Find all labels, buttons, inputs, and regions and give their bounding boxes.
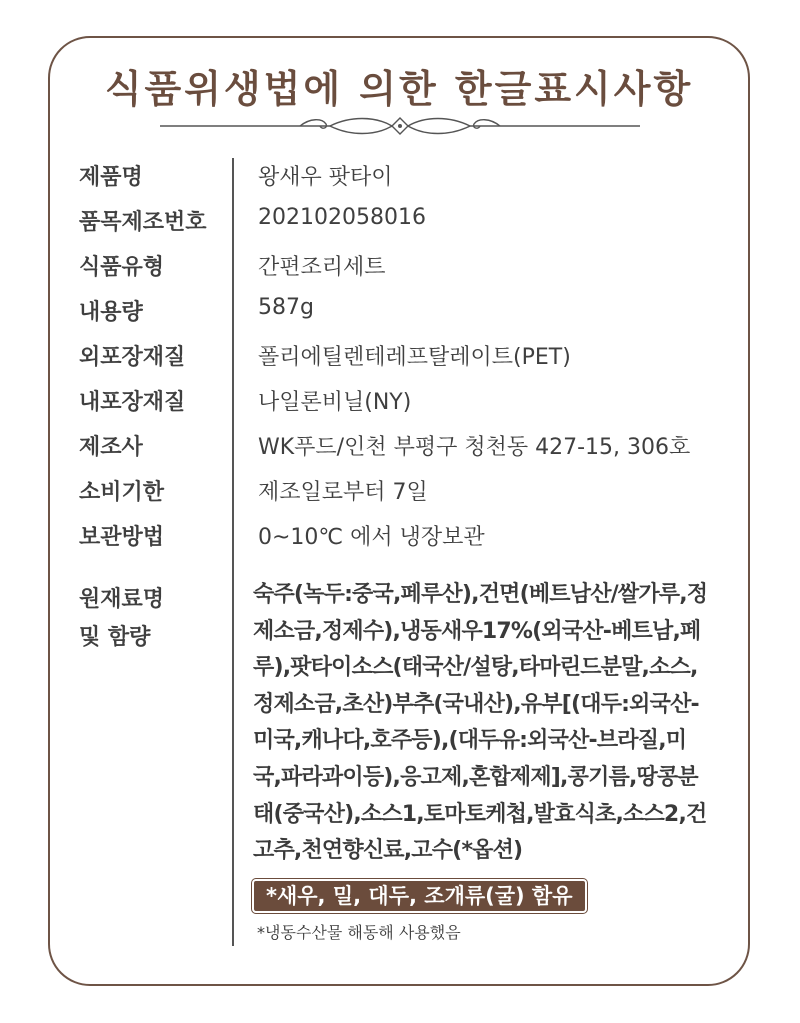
value-item-number: 202102058016 xyxy=(258,205,426,230)
label-expiry: 소비기한 xyxy=(79,480,165,505)
ingredients-line: 태(중국산),소스1,토마토케첩,발효식초,소스2,건 xyxy=(253,801,707,827)
ingredients-list xyxy=(253,577,738,870)
label-ingredients-line2: 및 함량 xyxy=(79,625,151,650)
label-storage: 보관방법 xyxy=(79,525,165,550)
allergen-badge: *새우, 밀, 대두, 조개류(굴) 함유 xyxy=(252,879,587,913)
ornament-divider-icon xyxy=(160,112,640,140)
value-storage: 0~10℃ 에서 냉장보관 xyxy=(258,525,485,550)
ingredients-line: 정제소금,초산)부추(국내산),유부[(대두:외국산- xyxy=(253,691,699,717)
label-product-name: 제품명 xyxy=(79,165,143,190)
value-inner-packaging: 나일론비닐(NY) xyxy=(258,390,412,415)
value-product-name: 왕새우 팟타이 xyxy=(258,165,393,190)
ingredients-line: 숙주(녹두:중국,페루산),건면(베트남산/쌀가루,정 xyxy=(253,582,708,607)
label-outer-packaging: 외포장재질 xyxy=(79,345,186,370)
label-net-content: 내용량 xyxy=(79,300,143,325)
footnote: *냉동수산물 해동해 사용했음 xyxy=(257,923,461,942)
label-food-type: 식품유형 xyxy=(79,255,165,280)
label-inner-packaging: 내포장재질 xyxy=(79,390,186,415)
ingredients-line: 제소금,정제수),냉동새우17%(외국산-베트남,페 xyxy=(253,618,701,644)
column-divider xyxy=(232,158,234,946)
value-net-content: 587g xyxy=(258,295,314,320)
ingredients-line: 고추,천연향신료,고수(*옵션) xyxy=(253,838,523,864)
value-manufacturer: WK푸드/인천 부평구 청천동 427-15, 306호 xyxy=(258,435,691,460)
ingredients-line: 루),팟타이소스(태국산/설탕,타마린드분말,소스, xyxy=(253,655,698,681)
value-food-type: 간편조리세트 xyxy=(258,255,386,280)
label-item-number: 품목제조번호 xyxy=(79,210,207,235)
label-ingredients-line1: 원재료명 xyxy=(79,587,165,612)
value-expiry: 제조일로부터 7일 xyxy=(258,480,428,505)
ingredients-line: 미국,캐나다,호주등),(대두유:외국산-브라질,미 xyxy=(253,728,687,754)
ingredients-line: 국,파라과이등),응고제,혼합제제],콩기름,땅콩분 xyxy=(253,764,698,790)
value-outer-packaging: 폴리에틸렌테레프탈레이트(PET) xyxy=(258,345,571,370)
page-title: 식품위생법에 의한 한글표시사항 xyxy=(104,67,694,111)
label-manufacturer: 제조사 xyxy=(79,435,143,460)
